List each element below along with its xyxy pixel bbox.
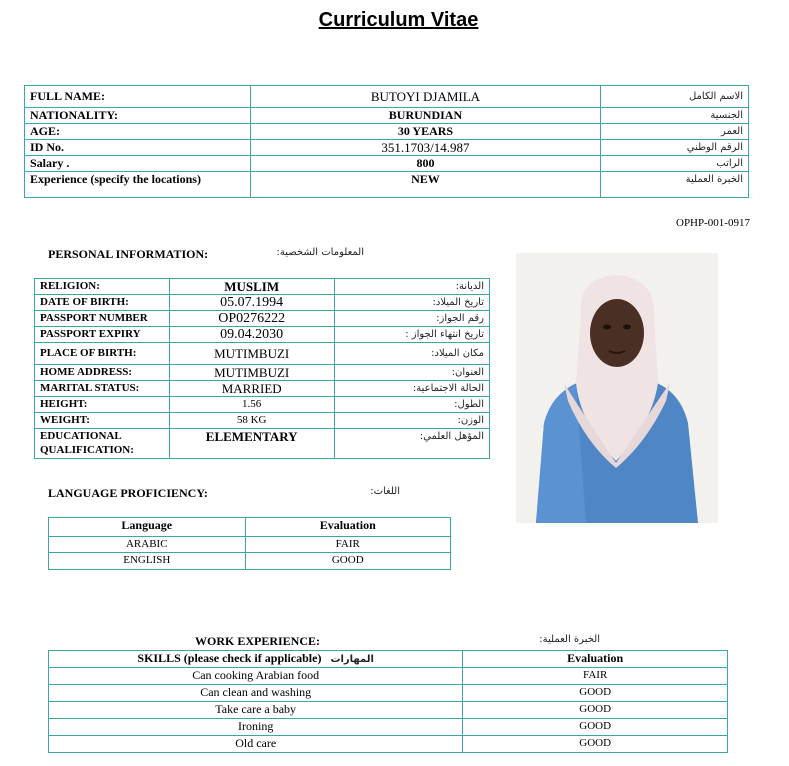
page-title: Curriculum Vitae — [318, 9, 479, 31]
row-label: NATIONALITY: — [25, 108, 251, 124]
row-label: HEIGHT: — [35, 397, 170, 413]
header-table — [24, 85, 749, 198]
skills-header-label: SKILLS (please check if applicable) — [137, 651, 322, 665]
row-value: 351.1703/14.987 — [250, 140, 600, 156]
work-row — [49, 719, 728, 736]
header-row-id — [25, 140, 749, 156]
reference-code: OPHP-001-0917 — [676, 217, 750, 229]
language-name: ENGLISH — [49, 553, 246, 570]
row-label: MARITAL STATUS: — [35, 381, 170, 397]
row-value: MARRIED — [169, 381, 334, 397]
row-value: MUSLIM — [169, 279, 334, 295]
language-heading: LANGUAGE PROFICIENCY: — [48, 486, 208, 500]
language-heading-arabic: اللغات: — [370, 486, 400, 497]
language-evaluation: GOOD — [245, 553, 451, 570]
work-heading-arabic: الخبرة العملية: — [539, 634, 600, 645]
language-name: ARABIC — [49, 537, 246, 553]
work-row — [49, 702, 728, 719]
row-value: BUTOYI DJAMILA — [250, 86, 600, 108]
row-label-arabic: الراتب — [601, 156, 749, 172]
col-skills-header — [49, 651, 463, 668]
work-table-header — [49, 651, 728, 668]
row-label: WEIGHT: — [35, 413, 170, 429]
header-row-fullname — [25, 86, 749, 108]
row-value: MUTIMBUZI — [169, 365, 334, 381]
language-row — [49, 537, 451, 553]
row-label-arabic: تاريخ الميلاد: — [334, 295, 489, 311]
personal-row — [35, 413, 490, 429]
personal-row — [35, 381, 490, 397]
row-label-arabic: الطول: — [334, 397, 489, 413]
personal-row — [35, 311, 490, 327]
row-label-arabic: الجنسية — [601, 108, 749, 124]
skill-evaluation: GOOD — [463, 736, 728, 753]
skill-evaluation: GOOD — [463, 719, 728, 736]
skill-name: Can cooking Arabian food — [49, 668, 463, 685]
row-label: PLACE OF BIRTH: — [35, 343, 170, 365]
work-row — [49, 685, 728, 702]
row-label-arabic: رقم الجواز: — [334, 311, 489, 327]
row-value: NEW — [250, 172, 600, 198]
header-row-salary — [25, 156, 749, 172]
personal-row — [35, 429, 490, 459]
row-label: AGE: — [25, 124, 251, 140]
row-label: HOME ADDRESS: — [35, 365, 170, 381]
col-evaluation-header: Evaluation — [245, 518, 451, 537]
candidate-photo — [516, 253, 718, 523]
row-label-arabic: الخبرة العملية — [601, 172, 749, 198]
personal-heading: PERSONAL INFORMATION: — [48, 247, 209, 261]
personal-row — [35, 343, 490, 365]
personal-row — [35, 397, 490, 413]
row-value: BURUNDIAN — [250, 108, 600, 124]
row-label: Experience (specify the locations) — [25, 172, 251, 198]
personal-row — [35, 327, 490, 343]
row-value: 58 KG — [169, 413, 334, 429]
row-label-arabic: الرقم الوطني — [601, 140, 749, 156]
skill-name: Can clean and washing — [49, 685, 463, 702]
row-label: EDUCATIONAL QUALIFICATION: — [35, 429, 170, 459]
skill-name: Old care — [49, 736, 463, 753]
col-language-header: Language — [49, 518, 246, 537]
row-label: ID No. — [25, 140, 251, 156]
header-row-experience — [25, 172, 749, 198]
row-label: RELIGION: — [35, 279, 170, 295]
row-label-arabic: تاريخ انتهاء الجواز : — [334, 327, 489, 343]
photo-illustration — [516, 253, 718, 523]
row-value: OP0276222 — [169, 311, 334, 327]
row-value: 800 — [250, 156, 600, 172]
work-row — [49, 668, 728, 685]
row-label-arabic: الحالة الاجتماعية: — [334, 381, 489, 397]
work-table — [48, 650, 728, 753]
row-value: 30 YEARS — [250, 124, 600, 140]
row-label-arabic: العمر — [601, 124, 749, 140]
col-evaluation-header: Evaluation — [463, 651, 728, 668]
row-label: Salary . — [25, 156, 251, 172]
personal-row — [35, 295, 490, 311]
header-row-age — [25, 124, 749, 140]
row-value: MUTIMBUZI — [169, 343, 334, 365]
row-label: DATE OF BIRTH: — [35, 295, 170, 311]
row-value: ELEMENTARY — [169, 429, 334, 459]
header-row-nationality — [25, 108, 749, 124]
skills-header-arabic: المهارات — [330, 654, 374, 665]
row-label-arabic: العنوان: — [334, 365, 489, 381]
skill-name: Ironing — [49, 719, 463, 736]
row-label-arabic: مكان الميلاد: — [334, 343, 489, 365]
skill-evaluation: FAIR — [463, 668, 728, 685]
row-value: 09.04.2030 — [169, 327, 334, 343]
language-row — [49, 553, 451, 570]
row-label-arabic: الوزن: — [334, 413, 489, 429]
row-value: 1.56 — [169, 397, 334, 413]
row-label: PASSPORT NUMBER — [35, 311, 170, 327]
personal-row — [35, 279, 490, 295]
row-label-arabic: المؤهل العلمي: — [334, 429, 489, 459]
skill-evaluation: GOOD — [463, 685, 728, 702]
personal-heading-arabic: المعلومات الشخصية: — [276, 247, 364, 258]
row-label: PASSPORT EXPIRY — [35, 327, 170, 343]
work-row — [49, 736, 728, 753]
skill-evaluation: GOOD — [463, 702, 728, 719]
row-label-arabic: الاسم الكامل — [601, 86, 749, 108]
work-heading: WORK EXPERIENCE: — [195, 634, 321, 648]
row-value: 05.07.1994 — [169, 295, 334, 311]
personal-row — [35, 365, 490, 381]
row-label-arabic: الديانة: — [334, 279, 489, 295]
language-table — [48, 517, 451, 570]
row-label: FULL NAME: — [25, 86, 251, 108]
language-evaluation: FAIR — [245, 537, 451, 553]
skill-name: Take care a baby — [49, 702, 463, 719]
language-table-header — [49, 518, 451, 537]
personal-table — [34, 278, 490, 459]
